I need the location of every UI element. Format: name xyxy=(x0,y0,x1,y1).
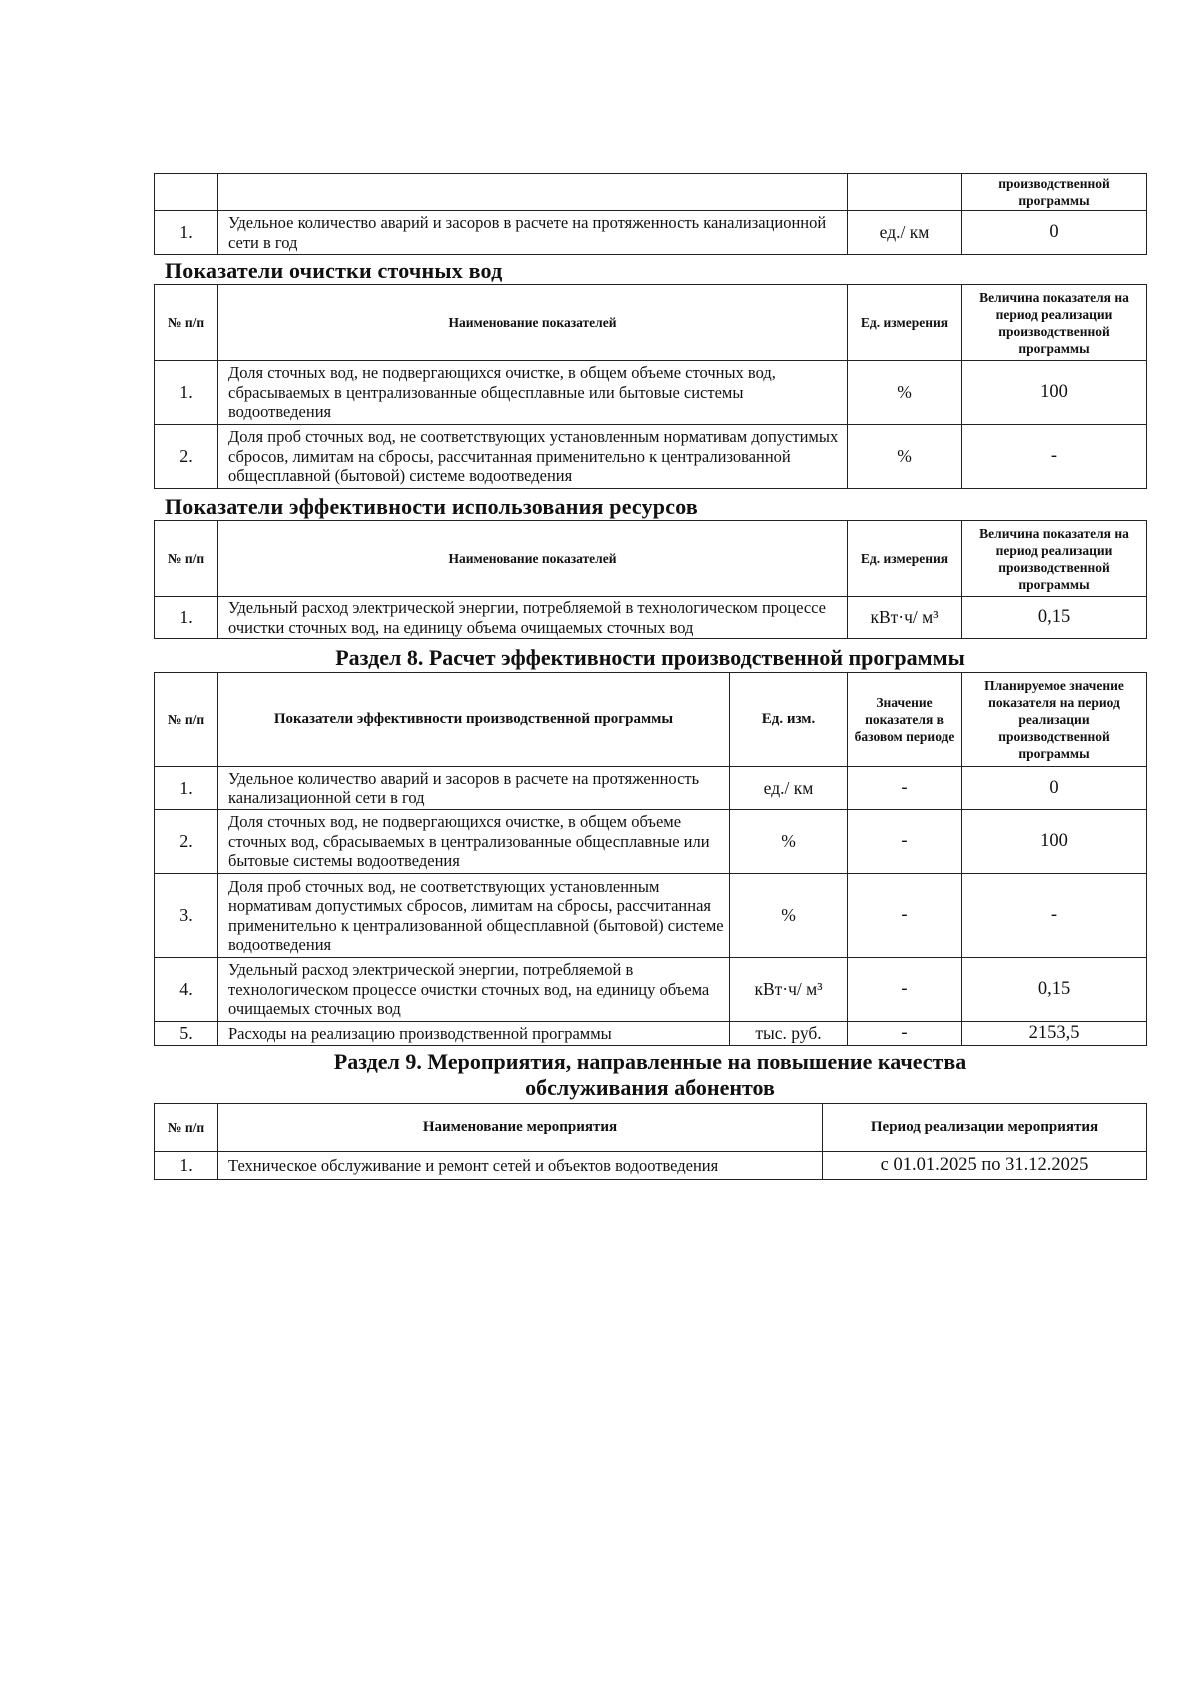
column-header-period: Период реализации мероприятия xyxy=(823,1104,1147,1152)
row-name: Удельное количество аварий и засоров в расчете на протяженность канализационной сети в год xyxy=(218,211,848,255)
row-base: - xyxy=(848,958,962,1022)
table-header-row xyxy=(155,673,1147,767)
row-name: Удельное количество аварий и засоров в расчете на протяженность канализационной сети в год xyxy=(218,767,730,810)
row-number: 1. xyxy=(155,211,218,255)
section8-table xyxy=(154,672,1147,1046)
resources-table-block xyxy=(154,520,1146,639)
row-number: 2. xyxy=(155,425,218,489)
treatment-heading: Показатели очистки сточных вод xyxy=(165,258,503,283)
column-header-num: № п/п xyxy=(155,1104,218,1152)
column-header-plan: Планируемое значение показателя на период реализации производственной программы xyxy=(962,673,1147,767)
table-row xyxy=(155,810,1147,874)
table-row xyxy=(155,874,1147,958)
row-name: Доля проб сточных вод, не соответствующих установленным нормативам допустимых сбросов, лимитам на сбросы, рассчитанная применительно к централизованной общесплавной (бытовой) системе водоотведения xyxy=(218,874,730,958)
row-name: Техническое обслуживание и ремонт сетей и объектов водоотведения xyxy=(218,1152,823,1180)
column-header-num: № п/п xyxy=(155,673,218,767)
section9-table xyxy=(154,1103,1147,1180)
row-unit: ед./ км xyxy=(848,211,962,255)
row-number: 1. xyxy=(155,597,218,639)
row-base: - xyxy=(848,767,962,810)
table-row xyxy=(155,211,1147,255)
column-header-unit: Ед. измерения xyxy=(848,285,962,361)
column-header-unit: Ед. измерения xyxy=(848,521,962,597)
row-value: 0,15 xyxy=(962,597,1147,639)
table-header-row xyxy=(155,1104,1147,1152)
row-unit: кВт·ч/ м³ xyxy=(848,597,962,639)
row-value: 0 xyxy=(962,211,1147,255)
top-table xyxy=(154,173,1147,255)
column-header-unit: Ед. изм. xyxy=(730,673,848,767)
row-number: 2. xyxy=(155,810,218,874)
column-header-base: Значение показателя в базовом периоде xyxy=(848,673,962,767)
table-header-row xyxy=(155,521,1147,597)
column-header-value-tail: производственной программы xyxy=(962,174,1147,211)
row-value: - xyxy=(962,425,1147,489)
section9-heading: Раздел 9. Мероприятия, направленные на повышение качества обслуживания абонентов xyxy=(333,1049,967,1100)
table-header-row xyxy=(155,174,1147,211)
row-plan: 0,15 xyxy=(962,958,1147,1022)
row-base: - xyxy=(848,874,962,958)
row-name: Доля проб сточных вод, не соответствующих установленным нормативам допустимых сбросов, лимитам на сбросы, рассчитанная применительно к централизованной общесплавной (бытовой) системе водоотведения xyxy=(218,425,848,489)
row-name: Удельный расход электрической энергии, потребляемой в технологическом процессе очистки сточных вод, на единицу объема очищаемых сточных вод xyxy=(218,958,730,1022)
table-row xyxy=(155,361,1147,425)
treatment-table xyxy=(154,284,1147,489)
row-number: 1. xyxy=(155,1152,218,1180)
resources-table xyxy=(154,520,1147,639)
row-name: Расходы на реализацию производственной программы xyxy=(218,1022,730,1046)
section8-table-block xyxy=(154,672,1146,1046)
column-header-num: № п/п xyxy=(155,285,218,361)
section8-heading: Раздел 8. Расчет эффективности производственной программы xyxy=(335,645,965,670)
row-base: - xyxy=(848,810,962,874)
row-plan: 100 xyxy=(962,810,1147,874)
row-unit: тыс. руб. xyxy=(730,1022,848,1046)
row-value: 100 xyxy=(962,361,1147,425)
row-name: Доля сточных вод, не подвергающихся очистке, в общем объеме сточных вод, сбрасываемых в централизованные общесплавные или бытовые системы водоотведения xyxy=(218,361,848,425)
row-name: Удельный расход электрической энергии, потребляемой в технологическом процессе очистки сточных вод, на единицу объема очищаемых сточных вод xyxy=(218,597,848,639)
column-header-value: Величина показателя на период реализации производственной программы xyxy=(962,521,1147,597)
treatment-table-block xyxy=(154,284,1146,489)
table-row xyxy=(155,767,1147,810)
table-header-row xyxy=(155,285,1147,361)
column-header-name: Наименование показателей xyxy=(218,521,848,597)
resources-heading: Показатели эффективности использования ресурсов xyxy=(165,494,698,519)
row-number: 1. xyxy=(155,361,218,425)
row-unit: % xyxy=(730,874,848,958)
row-unit: ед./ км xyxy=(730,767,848,810)
column-header-value: Величина показателя на период реализации производственной программы xyxy=(962,285,1147,361)
column-header-num: № п/п xyxy=(155,521,218,597)
section9-table-block xyxy=(154,1103,1146,1180)
row-number: 4. xyxy=(155,958,218,1022)
row-plan: - xyxy=(962,874,1147,958)
column-header-name: Наименование мероприятия xyxy=(218,1104,823,1152)
row-unit: % xyxy=(848,425,962,489)
table-row xyxy=(155,1152,1147,1180)
table-row xyxy=(155,1022,1147,1046)
row-number: 1. xyxy=(155,767,218,810)
row-number: 3. xyxy=(155,874,218,958)
row-plan: 0 xyxy=(962,767,1147,810)
top-table-block xyxy=(154,173,1146,255)
column-header-name: Наименование показателей xyxy=(218,285,848,361)
table-row xyxy=(155,597,1147,639)
row-plan: 2153,5 xyxy=(962,1022,1147,1046)
table-row xyxy=(155,958,1147,1022)
row-unit: кВт·ч/ м³ xyxy=(730,958,848,1022)
row-name: Доля сточных вод, не подвергающихся очистке, в общем объеме сточных вод, сбрасываемых в централизованные общесплавные или бытовые системы водоотведения xyxy=(218,810,730,874)
table-row xyxy=(155,425,1147,489)
column-header-name: Показатели эффективности производственной программы xyxy=(218,673,730,767)
row-unit: % xyxy=(848,361,962,425)
row-number: 5. xyxy=(155,1022,218,1046)
row-base: - xyxy=(848,1022,962,1046)
row-unit: % xyxy=(730,810,848,874)
row-period: с 01.01.2025 по 31.12.2025 xyxy=(823,1152,1147,1180)
